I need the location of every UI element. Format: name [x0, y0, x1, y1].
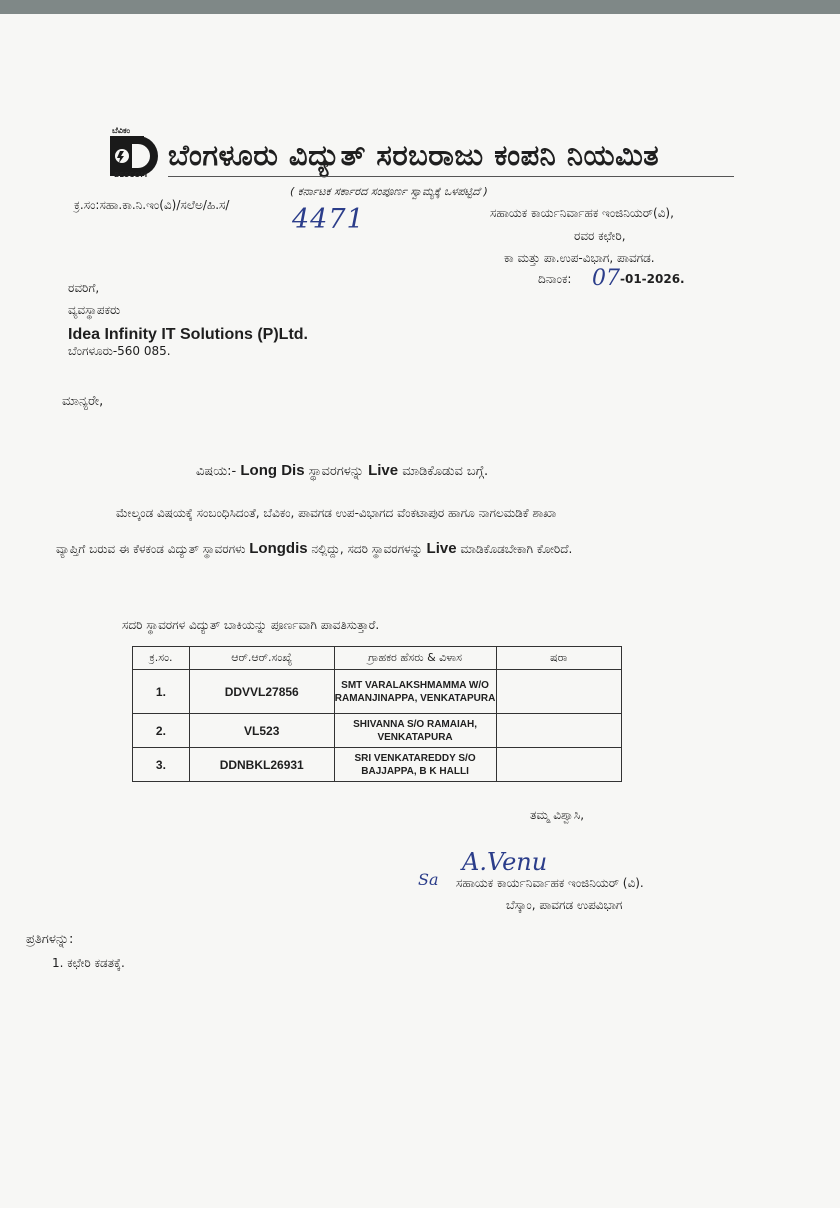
body-live: Live: [426, 540, 457, 557]
recipient-designation: ವ್ಯವಸ್ಥಾಪಕರು: [68, 303, 121, 317]
sender-line-1: ಸಹಾಯಕ ಕಾರ್ಯನಿರ್ವಾಹಕ ಇಂಜಿನಿಯರ್(ವಿ),: [490, 206, 674, 220]
cell-rr: VL523: [189, 714, 334, 748]
header-sl-no: ಕ್ರ.ಸಂ.: [133, 647, 190, 670]
subject-text-2: ಮಾಡಿಕೊಡುವ ಬಗ್ಗೆ.: [402, 464, 489, 479]
signatory-office: ಬೆಸ್ಕಾಂ, ಪಾವಗಡ ಉಪವಿಭಾಗ: [506, 898, 623, 912]
cell-rr: DDNBKL26931: [189, 748, 334, 782]
organization-subtitle: ( ಕರ್ನಾಟಕ ಸರ್ಕಾರದ ಸಂಪೂರ್ಣ ಸ್ವಾಮ್ಯಕ್ಕೆ ಒಳಪಟ್ಟಿದೆ ): [290, 185, 488, 198]
recipient-to: ರವರಿಗೆ,: [68, 281, 100, 295]
body-longdis: Longdis: [249, 540, 308, 557]
signatory-designation: ಸಹಾಯಕ ಕಾರ್ಯನಿರ್ವಾಹಕ ಇಂಜಿನಿಯರ್ (ವಿ).: [456, 876, 644, 890]
cell-rr: DDVVL27856: [189, 670, 334, 714]
cell-sl: 1.: [133, 670, 190, 714]
body-line-1: ಮೇಲ್ಕಂಡ ವಿಷಯಕ್ಕೆ ಸಂಬಂಧಿಸಿದಂತೆ, ಬೆವಿಕಂ, ಪಾವಗಡ ಉಪ-ವಿಭಾಗದ ವೆಂಕಟಾಪುರ ಹಾಗೂ ನಾಗಲಮಡಿಕೆ ಶಾಖಾ: [116, 506, 557, 520]
cell-remarks: [496, 748, 621, 782]
table-header-row: [133, 647, 622, 670]
header-consumer-name: ಗ್ರಾಹಕರ ಹೆಸರು & ವಿಳಾಸ: [334, 647, 496, 670]
recipient-company: Idea Infinity IT Solutions (P)Ltd.: [68, 326, 308, 343]
body-line-2-c: ನಲ್ಲಿದ್ದು, ಸದರಿ ಸ್ಥಾವರಗಳನ್ನು: [311, 542, 423, 556]
table-row: [133, 748, 622, 782]
logo-top-text: ಬೆವಿಕಂ: [112, 126, 131, 135]
date-value: -01-2026.: [620, 272, 685, 286]
signature: A.Venu: [462, 848, 548, 876]
header-rr-number: ಆರ್.ಆರ್.ಸಂಖ್ಯೆ: [189, 647, 334, 670]
yours-faithfully: ತಮ್ಮ ವಿಶ್ವಾಸಿ,: [530, 808, 585, 822]
body-line-2-a: ವ್ಯಾಪ್ತಿಗೆ ಬರುವ ಈ ಕೆಳಕಂಡ ವಿದ್ಯುತ್ ಸ್ಥಾವರಗಳು: [56, 542, 246, 556]
date-day-handwritten: 07: [592, 266, 620, 291]
copies-label: ಪ್ರತಿಗಳನ್ನು:: [26, 932, 74, 947]
body-line-3: ಸದರಿ ಸ್ಥಾವರಗಳ ವಿದ್ಯುತ್ ಬಾಕಿಯನ್ನು ಪೂರ್ಣವಾಗಿ ಪಾವತಿಸುತ್ತಾರೆ.: [122, 618, 380, 632]
subject-live: Live: [368, 462, 399, 479]
recipient-city: ಬೆಂಗಳೂರು-560 085.: [68, 344, 171, 358]
cell-remarks: [496, 714, 621, 748]
subject-label: ವಿಷಯ:-: [196, 464, 237, 479]
header-remarks: ಷರಾ: [496, 647, 621, 670]
reference-prefix: ಕ್ರ.ಸಂ:ಸಹಾ.ಕಾ.ನಿ.ಇಂ(ವಿ)/ಸಲೆಅ/ಹಿ.ಸ/: [74, 198, 230, 212]
copy-item: 1. ಕಛೇರಿ ಕಡತಕ್ಕೆ.: [52, 956, 125, 970]
body-line-2: [56, 540, 572, 557]
table-row: [133, 714, 622, 748]
table-row: [133, 670, 622, 714]
subject-text-1: ಸ್ಥಾವರಗಳನ್ನು: [308, 464, 364, 479]
signature-initial: Sa: [418, 870, 439, 889]
letterhead-underline: [168, 176, 734, 177]
organization-name: ಬೆಂಗಳೂರು ವಿದ್ಯುತ್ ಸರಬರಾಜು ಕಂಪನಿ ನಿಯಮಿತ: [168, 138, 660, 172]
sender-line-3: ಕಾ ಮತ್ತು ಪಾ.ಉಪ-ವಿಭಾಗ, ಪಾವಗಡ.: [504, 251, 655, 265]
installations-table: [132, 646, 622, 782]
sender-line-2: ರವರ ಕಛೇರಿ,: [574, 229, 626, 243]
cell-remarks: [496, 670, 621, 714]
cell-sl: 2.: [133, 714, 190, 748]
cell-name: SRI VENKATAREDDY S/O BAJJAPPA, B K HALLI: [334, 748, 496, 782]
body-line-2-e: ಮಾಡಿಕೊಡಬೇಕಾಗಿ ಕೋರಿದೆ.: [460, 542, 573, 556]
cell-name: SMT VARALAKSHMAMMA W/O RAMANJINAPPA, VENKATAPURA: [334, 670, 496, 714]
logo-bottom-text: BESCOM: [114, 171, 148, 179]
subject-line: [196, 462, 488, 479]
salutation: ಮಾನ್ಯರೇ,: [62, 394, 104, 409]
reference-number: 4471: [292, 204, 365, 235]
date-label: ದಿನಾಂಕ:: [538, 272, 572, 286]
cell-sl: 3.: [133, 748, 190, 782]
subject-long-dis: Long Dis: [240, 462, 305, 479]
cell-name: SHIVANNA S/O RAMAIAH, VENKATAPURA: [334, 714, 496, 748]
